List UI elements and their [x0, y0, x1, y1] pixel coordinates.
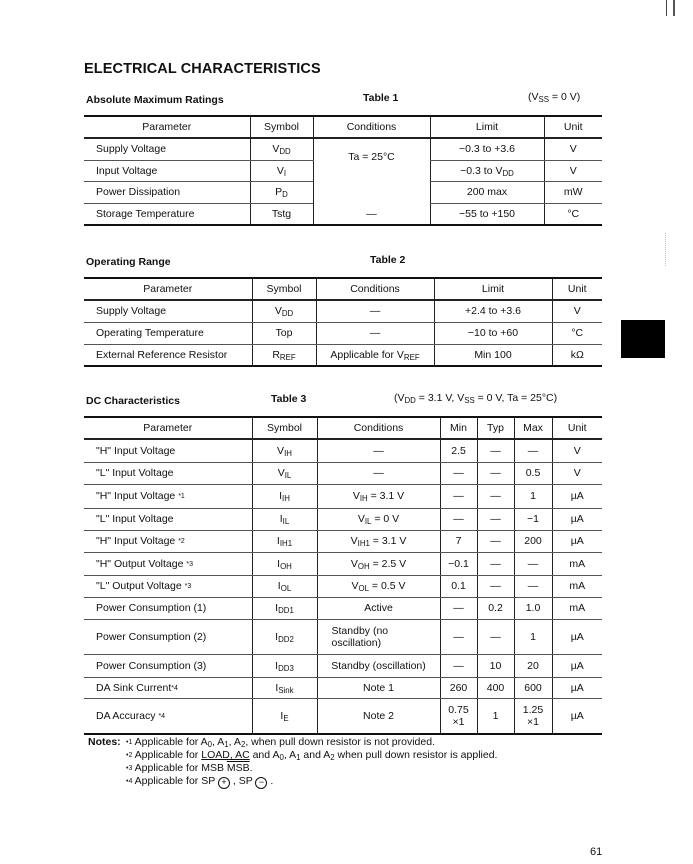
cell-conditions: Standby (oscillation) [317, 654, 440, 677]
cell-conditions: — [316, 322, 434, 344]
cell-unit: mW [544, 181, 602, 203]
cell-unit: V [552, 300, 602, 322]
notes-block [88, 736, 497, 789]
table-row [84, 439, 602, 462]
column-header: Min [440, 417, 477, 439]
page-title: ELECTRICAL CHARACTERISTICS [84, 61, 321, 77]
cell-unit: V [544, 138, 602, 160]
column-header: Conditions [317, 417, 440, 439]
cell-symbol: $I_{IH}$ [252, 484, 317, 508]
cell-unit: µA [552, 484, 602, 508]
cell-symbol: $I_{OL}$ [252, 575, 317, 597]
cell-unit: µA [552, 698, 602, 734]
notes-label: Notes: [88, 736, 121, 748]
cell-unit: kΩ [552, 344, 602, 366]
cell-min: — [440, 619, 477, 654]
cell-parameter: Power Consumption (3) [84, 654, 252, 677]
cell-min: — [440, 508, 477, 530]
cell-parameter: Operating Temperature [84, 322, 252, 344]
cell-parameter: "L" Input Voltage [84, 462, 252, 484]
table-label: Table 2 [370, 254, 406, 266]
cell-min: — [440, 654, 477, 677]
cell-conditions: — [313, 203, 430, 225]
cell-symbol: $P_D$ [250, 181, 313, 203]
absolute-max-ratings-table [84, 115, 602, 226]
cell-parameter: Supply Voltage [84, 138, 250, 160]
cell-conditions: Note 2 [317, 698, 440, 734]
column-header: Max [514, 417, 552, 439]
cell-min: 7 [440, 530, 477, 552]
table-row [84, 698, 602, 734]
cell-typ: — [477, 439, 514, 462]
note-item: Notes: •1 Applicable for $A_0$, $A_1$, $A_2$, when pull down resistor is not provided. [88, 736, 435, 749]
cell-typ: — [477, 530, 514, 552]
cell-unit: V [544, 160, 602, 181]
cell-unit: µA [552, 677, 602, 698]
cell-unit: µA [552, 530, 602, 552]
cell-max: 1 [514, 619, 552, 654]
cell-parameter: "H" Input Voltage *1 [84, 484, 252, 508]
table-row [84, 619, 602, 654]
cell-parameter: Storage Temperature [84, 203, 250, 225]
cell-parameter: "L" Output Voltage *3 [84, 575, 252, 597]
note-item: •4 Applicable for SP + , SP − . [126, 775, 274, 787]
table-row [84, 508, 602, 530]
plus-circle-icon: + [218, 777, 230, 789]
cell-min: 260 [440, 677, 477, 698]
cell-symbol: Tstg [250, 203, 313, 225]
cell-unit: °C [544, 203, 602, 225]
minus-circle-icon: − [255, 777, 267, 789]
column-header: Parameter [84, 417, 252, 439]
thumb-index-tab [621, 320, 665, 358]
scan-artifact [665, 233, 666, 266]
cell-min: — [440, 462, 477, 484]
cell-parameter: Power Consumption (1) [84, 597, 252, 619]
cell-parameter: DA Accuracy *4 [84, 698, 252, 734]
table-row [84, 654, 602, 677]
cell-unit: µA [552, 619, 602, 654]
table-condition-note: ($V_{SS} = 0$ V) [528, 91, 581, 104]
cell-symbol: $I_{OH}$ [252, 552, 317, 575]
cell-typ: 0.2 [477, 597, 514, 619]
section-title-dc-characteristics: DC Characteristics [86, 395, 180, 407]
cell-unit: °C [552, 322, 602, 344]
cell-parameter: Power Dissipation [84, 181, 250, 203]
table-header-row [84, 278, 602, 300]
cell-limit: −10 to +60 [434, 322, 552, 344]
cell-conditions: — [317, 462, 440, 484]
cell-symbol: $I_{DD2}$ [252, 619, 317, 654]
cell-unit: µA [552, 654, 602, 677]
table-row [84, 552, 602, 575]
section-title-absolute-max: Absolute Maximum Ratings [86, 94, 224, 106]
cell-unit: mA [552, 552, 602, 575]
cell-parameter: "H" Input Voltage [84, 439, 252, 462]
cell-symbol: $V_I$ [250, 160, 313, 181]
cell-symbol: Top [252, 322, 316, 344]
cell-max: — [514, 575, 552, 597]
cell-parameter: Input Voltage [84, 160, 250, 181]
column-header: Unit [544, 116, 602, 138]
cell-conditions: — [317, 439, 440, 462]
table-row [84, 530, 602, 552]
section-title-operating-range: Operating Range [86, 256, 171, 268]
cell-conditions: Note 1 [317, 677, 440, 698]
dc-characteristics-table [84, 416, 602, 735]
cell-symbol: $I_{IL}$ [252, 508, 317, 530]
cell-min: 0.75 ×1 [440, 698, 477, 734]
cell-conditions: $V_{IH1} = 3.1$ V [317, 530, 440, 552]
column-header: Limit [434, 278, 552, 300]
cell-max: 1.0 [514, 597, 552, 619]
cell-unit: V [552, 439, 602, 462]
table-header-row [84, 116, 602, 138]
note-item: •2 Applicable for LOAD, AC and $A_0$, $A_1$ and $A_2$ when pull down resistor is applied. [126, 749, 498, 762]
table-row [84, 203, 602, 225]
cell-min: 2.5 [440, 439, 477, 462]
cell-conditions: Applicable for $V_{REF}$ [316, 344, 434, 366]
cell-symbol: $R_{REF}$ [252, 344, 316, 366]
scan-artifact [666, 0, 675, 16]
cell-typ: 1 [477, 698, 514, 734]
cell-conditions: — [316, 300, 434, 322]
column-header: Symbol [252, 417, 317, 439]
cell-parameter: Supply Voltage [84, 300, 252, 322]
cell-limit: +2.4 to +3.6 [434, 300, 552, 322]
cell-max: 600 [514, 677, 552, 698]
cell-conditions: $V_{OL} = 0.5$ V [317, 575, 440, 597]
operating-range-table [84, 277, 602, 367]
cell-parameter: "H" Output Voltage *3 [84, 552, 252, 575]
cell-max: 1 [514, 484, 552, 508]
cell-typ: — [477, 462, 514, 484]
cell-symbol: $V_{IH}$ [252, 439, 317, 462]
column-header: Symbol [252, 278, 316, 300]
cell-parameter: DA Sink Current*4 [84, 677, 252, 698]
cell-limit: −0.3 to $V_{DD}$ [430, 160, 544, 181]
column-header: Parameter [84, 278, 252, 300]
cell-max: 20 [514, 654, 552, 677]
cell-typ: 400 [477, 677, 514, 698]
column-header: Limit [430, 116, 544, 138]
table-row [84, 322, 602, 344]
cell-min: 0.1 [440, 575, 477, 597]
cell-symbol: $V_{DD}$ [252, 300, 316, 322]
cell-symbol: $V_{IL}$ [252, 462, 317, 484]
cell-min: −0.1 [440, 552, 477, 575]
cell-parameter: "H" Input Voltage *2 [84, 530, 252, 552]
cell-conditions: Standby (no oscillation) [317, 619, 440, 654]
table-label: Table 3 [271, 393, 307, 405]
table-row [84, 575, 602, 597]
cell-conditions: Ta = 25°C [313, 138, 430, 203]
cell-max: 0.5 [514, 462, 552, 484]
cell-max: — [514, 439, 552, 462]
cell-unit: mA [552, 597, 602, 619]
cell-symbol: $I_E$ [252, 698, 317, 734]
cell-min: — [440, 484, 477, 508]
cell-conditions: $V_{IL} = 0$ V [317, 508, 440, 530]
cell-symbol: $V_{DD}$ [250, 138, 313, 160]
note-item: •3 Applicable for MSB $\overline{MSB}$. [126, 762, 253, 774]
cell-conditions: Active [317, 597, 440, 619]
table-label: Table 1 [363, 92, 399, 104]
cell-conditions: $V_{IH} = 3.1$ V [317, 484, 440, 508]
table-row [84, 462, 602, 484]
cell-parameter: "L" Input Voltage [84, 508, 252, 530]
column-header: Conditions [316, 278, 434, 300]
table-row [84, 597, 602, 619]
cell-limit: 200 max [430, 181, 544, 203]
column-header: Typ [477, 417, 514, 439]
cell-max: 200 [514, 530, 552, 552]
cell-limit: −0.3 to +3.6 [430, 138, 544, 160]
table-row [84, 300, 602, 322]
cell-max: — [514, 552, 552, 575]
column-header: Unit [552, 278, 602, 300]
cell-max: −1 [514, 508, 552, 530]
column-header: Symbol [250, 116, 313, 138]
cell-parameter: External Reference Resistor [84, 344, 252, 366]
table-header-row [84, 417, 602, 439]
cell-symbol: $I_{IH1}$ [252, 530, 317, 552]
table-condition-note: ($V_{DD} = 3.1$ V, $V_{SS} = 0$ V, Ta = 25°C) [394, 392, 558, 405]
cell-symbol: $I_{Sink}$ [252, 677, 317, 698]
table-row [84, 344, 602, 366]
cell-unit: mA [552, 575, 602, 597]
cell-parameter: Power Consumption (2) [84, 619, 252, 654]
cell-typ: 10 [477, 654, 514, 677]
table-row [84, 138, 602, 160]
table-row [84, 484, 602, 508]
column-header: Parameter [84, 116, 250, 138]
cell-limit: −55 to +150 [430, 203, 544, 225]
page-number: 61 [590, 846, 603, 858]
cell-limit: Min 100 [434, 344, 552, 366]
table-row [84, 677, 602, 698]
cell-typ: — [477, 575, 514, 597]
column-header: Unit [552, 417, 602, 439]
cell-symbol: $I_{DD3}$ [252, 654, 317, 677]
cell-typ: — [477, 508, 514, 530]
cell-conditions: $V_{OH} = 2.5$ V [317, 552, 440, 575]
cell-max: 1.25 ×1 [514, 698, 552, 734]
cell-typ: — [477, 619, 514, 654]
cell-min: — [440, 597, 477, 619]
cell-unit: µA [552, 508, 602, 530]
column-header: Conditions [313, 116, 430, 138]
cell-typ: — [477, 552, 514, 575]
cell-typ: — [477, 484, 514, 508]
cell-symbol: $I_{DD1}$ [252, 597, 317, 619]
cell-unit: V [552, 462, 602, 484]
